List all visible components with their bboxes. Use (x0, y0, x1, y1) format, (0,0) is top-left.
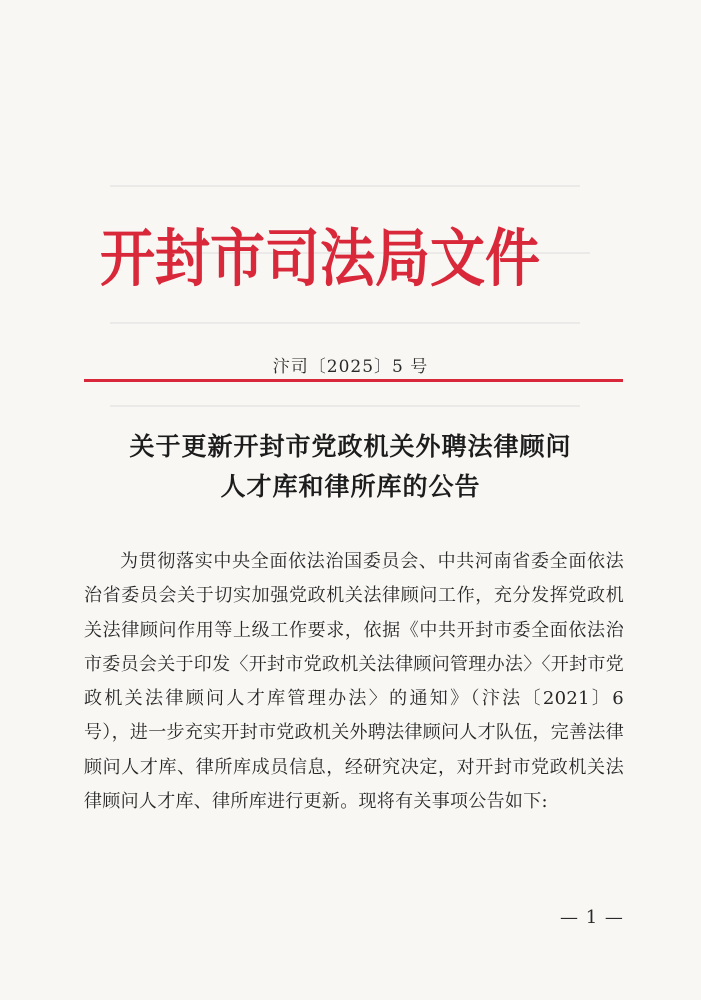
page-number: — 1 — (560, 907, 624, 928)
document-header-title: 开封市司法局文件 (100, 221, 541, 295)
document-number: 汴司〔2025〕5 号 (272, 357, 429, 377)
bleed-through-line (110, 185, 580, 187)
document-title-line-1: 关于更新开封市党政机关外聘法律顾问 (129, 432, 572, 461)
red-divider-line (84, 379, 623, 382)
document-title-line-2: 人才库和律所库的公告 (220, 472, 481, 501)
bleed-through-line (110, 322, 580, 324)
bleed-through-line (110, 405, 580, 407)
document-body-paragraph: 为贯彻落实中央全面依法治国委员会、中共河南省委全面依法治省委员会关于切实加强党政机关法律顾问工作，充分发挥党政机关法律顾问作用等上级工作要求，依据《中共开封市委全面依法治市委员会关于印发〈开封市党政机关法律顾问管理办法〉〈开封市党政机关法律顾问人才库管理办法〉的通知》（汴法〔2021〕6 号），进一步充实开封市党政机关外聘法律顾问人才队伍，完善法律顾问人才库、律所库成员信息，经研究决定，对开封市党政机关法律顾问人才库、律所库进行更新。现将有关事项公告如下: (84, 551, 624, 813)
